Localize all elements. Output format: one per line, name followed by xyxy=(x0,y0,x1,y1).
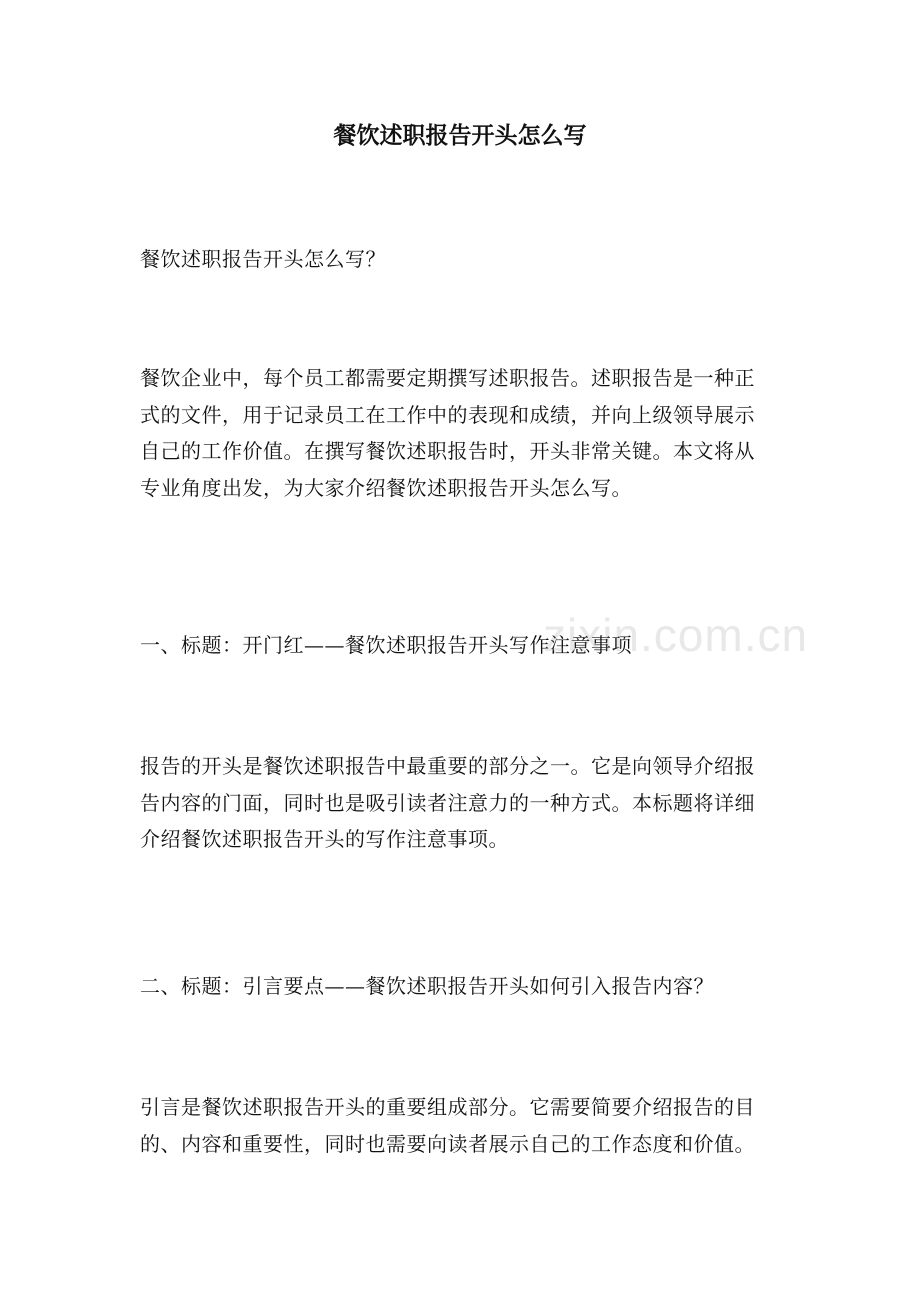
section2-line: 引言是餐饮述职报告开头的重要组成部分。它需要简要介绍报告的目 xyxy=(140,1095,755,1119)
question-text: 餐饮述职报告开头怎么写？ xyxy=(140,247,386,271)
section1-heading-text: 一、标题：开门红——餐饮述职报告开头写作注意事项 xyxy=(140,633,632,657)
section2-paragraph xyxy=(140,1089,788,1162)
document-title: 餐饮述职报告开头怎么写 xyxy=(333,122,587,149)
intro-paragraph xyxy=(140,360,788,506)
section1-line: 告内容的门面，同时也是吸引读者注意力的一种方式。本标题将详细 xyxy=(140,790,755,815)
intro-line: 自己的工作价值。在撰写餐饮述职报告时，开头非常关键。本文将从 xyxy=(140,439,755,463)
watermark: zixin.com.cn xyxy=(543,609,809,661)
section2-line: 的、内容和重要性，同时也需要向读者展示自己的工作态度和价值。 xyxy=(140,1131,755,1156)
section1-heading xyxy=(140,627,788,664)
section2-heading xyxy=(140,968,788,1005)
intro-line: 餐饮企业中，每个员工都需要定期撰写述职报告。述职报告是一种正 xyxy=(140,366,755,390)
section1-line: 介绍餐饮述职报告开头的写作注意事项。 xyxy=(140,827,509,851)
question-line xyxy=(140,241,788,278)
intro-line: 专业角度出发，为大家介绍餐饮述职报告开头怎么写。 xyxy=(140,475,632,500)
section1-paragraph xyxy=(140,748,788,858)
intro-line: 式的文件，用于记录员工在工作中的表现和成绩，并向上级领导展示 xyxy=(140,402,755,427)
section1-line: 报告的开头是餐饮述职报告中最重要的部分之一。它是向领导介绍报 xyxy=(140,754,755,778)
section2-heading-text: 二、标题：引言要点——餐饮述职报告开头如何引入报告内容？ xyxy=(140,974,714,998)
